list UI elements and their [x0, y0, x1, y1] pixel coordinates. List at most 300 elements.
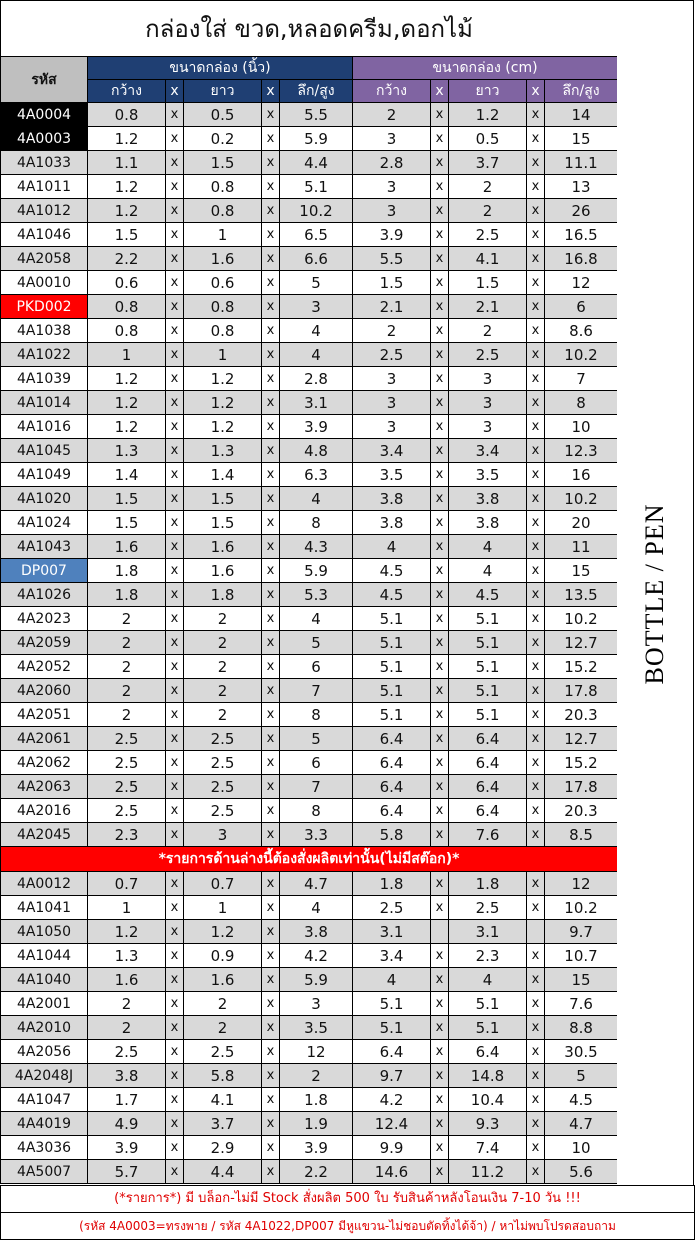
cm-depth-value: 4.7 [545, 1112, 618, 1136]
table-row [1, 439, 618, 463]
table-row [1, 247, 618, 271]
inch-length-value: 1.2 [184, 391, 262, 415]
cm-width-value: 5.8 [353, 823, 431, 847]
x-separator: x [166, 1136, 184, 1160]
x-separator: x [262, 535, 280, 559]
cm-width-value: 5.1 [353, 607, 431, 631]
x-separator: x [166, 1160, 184, 1184]
inch-length-value: 3 [184, 823, 262, 847]
product-code: 4A1024 [1, 511, 88, 535]
x-separator: x [527, 391, 545, 415]
cm-length-value: 3.8 [449, 511, 527, 535]
x-separator: x [527, 607, 545, 631]
product-code: 4A2060 [1, 679, 88, 703]
inch-length-value: 1.2 [184, 367, 262, 391]
inch-depth-value: 4.3 [280, 535, 353, 559]
cm-depth-value: 7 [545, 367, 618, 391]
x-separator: x [166, 223, 184, 247]
x-separator: x [262, 896, 280, 920]
inch-width-value: 2.5 [88, 1040, 166, 1064]
footer-code-note: (รหัส 4A0003=ทรงพาย / รหัส 4A1022,DP007 มีหูแขวน-ไม่ชอบตัดทิ้งได้จ้า) / หาไม่พบโปรดสอบถาม [0, 1212, 695, 1240]
inch-depth-value: 3 [280, 295, 353, 319]
table-row [1, 1136, 618, 1160]
inch-length-header: ยาว [184, 80, 262, 103]
x-separator: x [431, 1136, 449, 1160]
cm-depth-value: 4.5 [545, 1088, 618, 1112]
x-separator: x [166, 872, 184, 896]
cm-width-value: 5.1 [353, 1016, 431, 1040]
inch-width-value: 1.8 [88, 583, 166, 607]
x-separator: x [431, 535, 449, 559]
inch-width-value: 1.4 [88, 463, 166, 487]
cm-depth-value: 16.8 [545, 247, 618, 271]
cm-depth-value: 13 [545, 175, 618, 199]
product-code: 4A2062 [1, 751, 88, 775]
inch-length-value: 1.8 [184, 583, 262, 607]
x-separator: x [262, 559, 280, 583]
inch-depth-value: 3.8 [280, 920, 353, 944]
x-separator: x [262, 1088, 280, 1112]
inch-depth-value: 5.9 [280, 127, 353, 151]
inch-depth-value: 2.8 [280, 367, 353, 391]
cm-width-value: 1.5 [353, 271, 431, 295]
x-separator: x [431, 896, 449, 920]
x-separator: x [262, 223, 280, 247]
x-separator: x [262, 439, 280, 463]
x-separator: x [527, 992, 545, 1016]
inch-depth-value: 3.3 [280, 823, 353, 847]
inch-length-value: 1.5 [184, 487, 262, 511]
x-separator: x [527, 559, 545, 583]
product-code: 4A2059 [1, 631, 88, 655]
x-separator: x [262, 968, 280, 992]
table-row [1, 175, 618, 199]
cm-width-value: 6.4 [353, 1040, 431, 1064]
x-separator: x [262, 607, 280, 631]
table-row [1, 511, 618, 535]
x-separator: x [262, 103, 280, 127]
product-code: 4A2048J [1, 1064, 88, 1088]
x-separator: x [527, 175, 545, 199]
cm-depth-value: 20.3 [545, 703, 618, 727]
x-separator: x [431, 439, 449, 463]
cm-length-value: 5.1 [449, 1016, 527, 1040]
table-row [1, 127, 618, 151]
x-separator: x [262, 823, 280, 847]
cm-length-value: 4 [449, 559, 527, 583]
product-code: 4A1050 [1, 920, 88, 944]
code-column-header: รหัส [1, 57, 88, 103]
inch-width-value: 1.2 [88, 391, 166, 415]
cm-width-value: 3.4 [353, 944, 431, 968]
product-code: 4A1043 [1, 535, 88, 559]
inch-length-value: 1.6 [184, 535, 262, 559]
x-separator: x [262, 391, 280, 415]
x-separator: x [527, 655, 545, 679]
inch-width-value: 1 [88, 896, 166, 920]
inch-length-value: 0.8 [184, 295, 262, 319]
cm-length-value: 2.3 [449, 944, 527, 968]
x-separator: x [527, 439, 545, 463]
inch-depth-value: 6 [280, 655, 353, 679]
inch-depth-header: ลึก/สูง [280, 80, 353, 103]
product-code: 4A3036 [1, 1136, 88, 1160]
x-separator: x [262, 151, 280, 175]
inch-width-value: 1.2 [88, 127, 166, 151]
table-row [1, 631, 618, 655]
cm-depth-value: 5.6 [545, 1160, 618, 1184]
cm-length-value: 3.5 [449, 463, 527, 487]
inch-depth-value: 5 [280, 727, 353, 751]
x-separator: x [431, 703, 449, 727]
inch-length-value: 0.8 [184, 199, 262, 223]
cm-width-value: 5.1 [353, 655, 431, 679]
inch-length-value: 0.6 [184, 271, 262, 295]
table-row [1, 968, 618, 992]
x-separator: x [262, 703, 280, 727]
inch-length-value: 0.8 [184, 175, 262, 199]
inch-depth-value: 1.9 [280, 1112, 353, 1136]
cm-length-value: 1.8 [449, 872, 527, 896]
product-code: 4A2001 [1, 992, 88, 1016]
x-separator: x [431, 511, 449, 535]
x-separator: x [262, 583, 280, 607]
cm-length-value: 2.5 [449, 343, 527, 367]
cm-depth-value: 11.1 [545, 151, 618, 175]
inch-width-value: 2 [88, 655, 166, 679]
x-separator: x [527, 511, 545, 535]
product-code: 4A2052 [1, 655, 88, 679]
cm-width-value: 9.9 [353, 1136, 431, 1160]
x-separator: x [166, 559, 184, 583]
cm-width-value: 4.2 [353, 1088, 431, 1112]
x-separator: x [431, 1040, 449, 1064]
x-separator: x [527, 775, 545, 799]
footer-order-note: (*รายการ*) มี บล็อก-ไม่มี Stock สั่งผลิต 500 ใบ รับสินค้าหลังโอนเงิน 7-10 วัน !!! [0, 1185, 695, 1213]
x-separator: x [262, 1016, 280, 1040]
x-separator: x [527, 463, 545, 487]
cm-depth-value: 17.8 [545, 775, 618, 799]
x-separator: x [527, 944, 545, 968]
inch-depth-value: 4 [280, 319, 353, 343]
cm-width-value: 2.1 [353, 295, 431, 319]
inch-depth-value: 5.9 [280, 559, 353, 583]
x-separator: x [527, 896, 545, 920]
x-separator: x [262, 463, 280, 487]
inch-depth-value: 7 [280, 679, 353, 703]
x-separator: x [262, 487, 280, 511]
made-to-order-notice: *รายการด้านล่างนี้ต้องสั่งผลิตเท่านั้น(ไม่มีสต๊อก)* [1, 847, 618, 872]
cm-length-value: 5.1 [449, 703, 527, 727]
x-separator: x [166, 992, 184, 1016]
inch-depth-value: 8 [280, 703, 353, 727]
inch-width-value: 2 [88, 703, 166, 727]
cm-length-value: 3.7 [449, 151, 527, 175]
x-separator: x [527, 1160, 545, 1184]
x-separator: x [166, 583, 184, 607]
product-code: 4A2023 [1, 607, 88, 631]
inch-width-value: 2.3 [88, 823, 166, 847]
x-separator: x [166, 151, 184, 175]
cm-width-value: 2 [353, 319, 431, 343]
cm-depth-value: 20 [545, 511, 618, 535]
x-separator: x [431, 343, 449, 367]
cm-length-value: 7.4 [449, 1136, 527, 1160]
product-code: 4A1016 [1, 415, 88, 439]
table-row [1, 751, 618, 775]
cm-width-value: 2 [353, 103, 431, 127]
inch-width-value: 2.2 [88, 247, 166, 271]
product-code: 4A2016 [1, 799, 88, 823]
x-separator: x [527, 1016, 545, 1040]
inch-depth-value: 5 [280, 631, 353, 655]
product-code: 4A1033 [1, 151, 88, 175]
x-separator: x [166, 968, 184, 992]
x-separator: x [262, 319, 280, 343]
product-code: 4A1014 [1, 391, 88, 415]
cm-width-value: 6.4 [353, 751, 431, 775]
cm-length-value: 4 [449, 535, 527, 559]
table-row [1, 343, 618, 367]
cm-width-value: 9.7 [353, 1064, 431, 1088]
cm-width-value: 4 [353, 968, 431, 992]
x-separator: x [166, 1016, 184, 1040]
inch-width-value: 1.2 [88, 199, 166, 223]
table-row [1, 1160, 618, 1184]
x-separator: x [431, 823, 449, 847]
cm-depth-value: 11 [545, 535, 618, 559]
cm-length-value: 5.1 [449, 992, 527, 1016]
cm-width-value: 4.5 [353, 559, 431, 583]
product-code: 4A2063 [1, 775, 88, 799]
cm-depth-value: 8.6 [545, 319, 618, 343]
inch-length-value: 1.6 [184, 968, 262, 992]
cm-depth-value: 15.2 [545, 655, 618, 679]
table-row [1, 271, 618, 295]
x-separator: x [166, 487, 184, 511]
table-row [1, 391, 618, 415]
cm-length-value: 0.5 [449, 127, 527, 151]
x-separator: x [431, 319, 449, 343]
product-code: 4A0010 [1, 271, 88, 295]
cm-depth-value: 16.5 [545, 223, 618, 247]
cm-width-value: 3 [353, 415, 431, 439]
table-row [1, 1112, 618, 1136]
inch-width-value: 2 [88, 631, 166, 655]
inch-width-value: 1.2 [88, 415, 166, 439]
x-separator: x [262, 775, 280, 799]
x-separator: x [527, 1088, 545, 1112]
cm-length-value: 5.1 [449, 631, 527, 655]
inch-width-header: กว้าง [88, 80, 166, 103]
x-separator: x [262, 799, 280, 823]
inch-width-value: 2.5 [88, 751, 166, 775]
table-row [1, 944, 618, 968]
x-separator: x [262, 1112, 280, 1136]
x-separator: x [262, 1064, 280, 1088]
inch-width-value: 3.9 [88, 1136, 166, 1160]
cm-depth-header: ลึก/สูง [545, 80, 618, 103]
x-separator: x [166, 703, 184, 727]
x-separator: x [262, 992, 280, 1016]
x-separator: x [527, 223, 545, 247]
inch-width-value: 2.5 [88, 775, 166, 799]
cm-depth-value: 10.2 [545, 896, 618, 920]
x-separator: x [166, 439, 184, 463]
cm-group-header: ขนาดกล่อง (cm) [353, 57, 618, 80]
product-code: 4A2061 [1, 727, 88, 751]
inch-width-value: 2.5 [88, 727, 166, 751]
cm-length-value: 5.1 [449, 679, 527, 703]
table-row [1, 992, 618, 1016]
cm-width-value: 6.4 [353, 775, 431, 799]
cm-length-header: ยาว [449, 80, 527, 103]
table-row [1, 487, 618, 511]
table-row [1, 679, 618, 703]
x-separator: x [166, 799, 184, 823]
cm-depth-value: 15.2 [545, 751, 618, 775]
x-separator: x [527, 1040, 545, 1064]
cm-depth-value: 12.7 [545, 727, 618, 751]
x-separator: x [527, 1064, 545, 1088]
table-row [1, 535, 618, 559]
x-separator: x [527, 127, 545, 151]
cm-length-value: 3 [449, 367, 527, 391]
x-separator: x [166, 295, 184, 319]
x-separator: x [166, 944, 184, 968]
inch-depth-value: 6.6 [280, 247, 353, 271]
product-code: 4A1039 [1, 367, 88, 391]
inch-length-value: 1.2 [184, 415, 262, 439]
cm-length-value: 11.2 [449, 1160, 527, 1184]
product-code: 4A1038 [1, 319, 88, 343]
x-separator: x [166, 631, 184, 655]
inch-length-value: 4.1 [184, 1088, 262, 1112]
inch-length-value: 2 [184, 655, 262, 679]
inch-width-value: 1.8 [88, 559, 166, 583]
x-separator: x [431, 559, 449, 583]
cm-length-value: 6.4 [449, 775, 527, 799]
cm-length-value: 14.8 [449, 1064, 527, 1088]
x-separator: x [527, 415, 545, 439]
cm-depth-value: 13.5 [545, 583, 618, 607]
inch-width-value: 1.5 [88, 487, 166, 511]
x-separator: x [431, 1064, 449, 1088]
cm-length-value: 7.6 [449, 823, 527, 847]
inch-depth-value: 1.8 [280, 1088, 353, 1112]
cm-length-value: 6.4 [449, 1040, 527, 1064]
x-separator: x [166, 896, 184, 920]
inch-width-value: 0.8 [88, 319, 166, 343]
table-row [1, 151, 618, 175]
x-separator: x [527, 487, 545, 511]
cm-depth-value: 14 [545, 103, 618, 127]
inch-width-value: 1.3 [88, 944, 166, 968]
x-separator: x [431, 295, 449, 319]
cm-width-value: 3.5 [353, 463, 431, 487]
x-separator: x [166, 1088, 184, 1112]
inch-length-value: 2.5 [184, 1040, 262, 1064]
inch-depth-value: 5 [280, 271, 353, 295]
product-code: 4A4019 [1, 1112, 88, 1136]
product-code: 4A1045 [1, 439, 88, 463]
table-row [1, 463, 618, 487]
inch-width-value: 1.2 [88, 367, 166, 391]
cm-width-value: 5.1 [353, 679, 431, 703]
cm-width-value: 3.4 [353, 439, 431, 463]
cm-length-value: 6.4 [449, 799, 527, 823]
inch-depth-value: 4 [280, 607, 353, 631]
inch-width-value: 2.5 [88, 799, 166, 823]
inch-depth-value: 4.7 [280, 872, 353, 896]
table-row [1, 727, 618, 751]
inch-group-header: ขนาดกล่อง (นิ้ว) [88, 57, 353, 80]
x-separator: x [431, 992, 449, 1016]
inch-depth-value: 4 [280, 896, 353, 920]
inch-length-value: 2.5 [184, 751, 262, 775]
cm-length-value: 4.5 [449, 583, 527, 607]
x-separator: x [431, 679, 449, 703]
product-code: 4A1041 [1, 896, 88, 920]
cm-width-value: 3.1 [353, 920, 431, 944]
inch-width-value: 3.8 [88, 1064, 166, 1088]
x-separator: x [431, 968, 449, 992]
inch-length-value: 0.2 [184, 127, 262, 151]
x-separator: x [166, 367, 184, 391]
inch-width-value: 2 [88, 992, 166, 1016]
x-separator: x [527, 799, 545, 823]
cm-depth-value: 10 [545, 1136, 618, 1160]
cm-length-value: 3 [449, 391, 527, 415]
cm-width-value: 12.4 [353, 1112, 431, 1136]
cm-width-value: 5.1 [353, 631, 431, 655]
inch-depth-value: 7 [280, 775, 353, 799]
product-code: 4A2045 [1, 823, 88, 847]
x-separator: x [262, 751, 280, 775]
x-separator: x [527, 535, 545, 559]
cm-length-value: 2 [449, 199, 527, 223]
cm-depth-value: 20.3 [545, 799, 618, 823]
table-row [1, 295, 618, 319]
cm-width-value: 2.8 [353, 151, 431, 175]
product-code: 4A1047 [1, 1088, 88, 1112]
x-separator: x [166, 127, 184, 151]
x-separator [431, 920, 449, 944]
x-separator: x [166, 511, 184, 535]
x-separator: x [262, 872, 280, 896]
cm-width-value: 14.6 [353, 1160, 431, 1184]
inch-depth-value: 12 [280, 1040, 353, 1064]
x-separator: x [527, 679, 545, 703]
x-separator: x [431, 415, 449, 439]
cm-width-value: 5.1 [353, 703, 431, 727]
inch-width-value: 0.6 [88, 271, 166, 295]
inch-length-value: 2.5 [184, 799, 262, 823]
x-separator: x [166, 1112, 184, 1136]
x-separator: x [527, 151, 545, 175]
inch-width-value: 0.8 [88, 103, 166, 127]
x-separator: x [431, 487, 449, 511]
x-separator: x [431, 80, 449, 103]
inch-depth-value: 4 [280, 343, 353, 367]
inch-depth-value: 3.5 [280, 1016, 353, 1040]
inch-length-value: 1.6 [184, 559, 262, 583]
category-side-panel [617, 0, 694, 1187]
inch-width-value: 4.9 [88, 1112, 166, 1136]
x-separator: x [166, 391, 184, 415]
cm-length-value: 5.1 [449, 607, 527, 631]
cm-width-value: 6.4 [353, 799, 431, 823]
